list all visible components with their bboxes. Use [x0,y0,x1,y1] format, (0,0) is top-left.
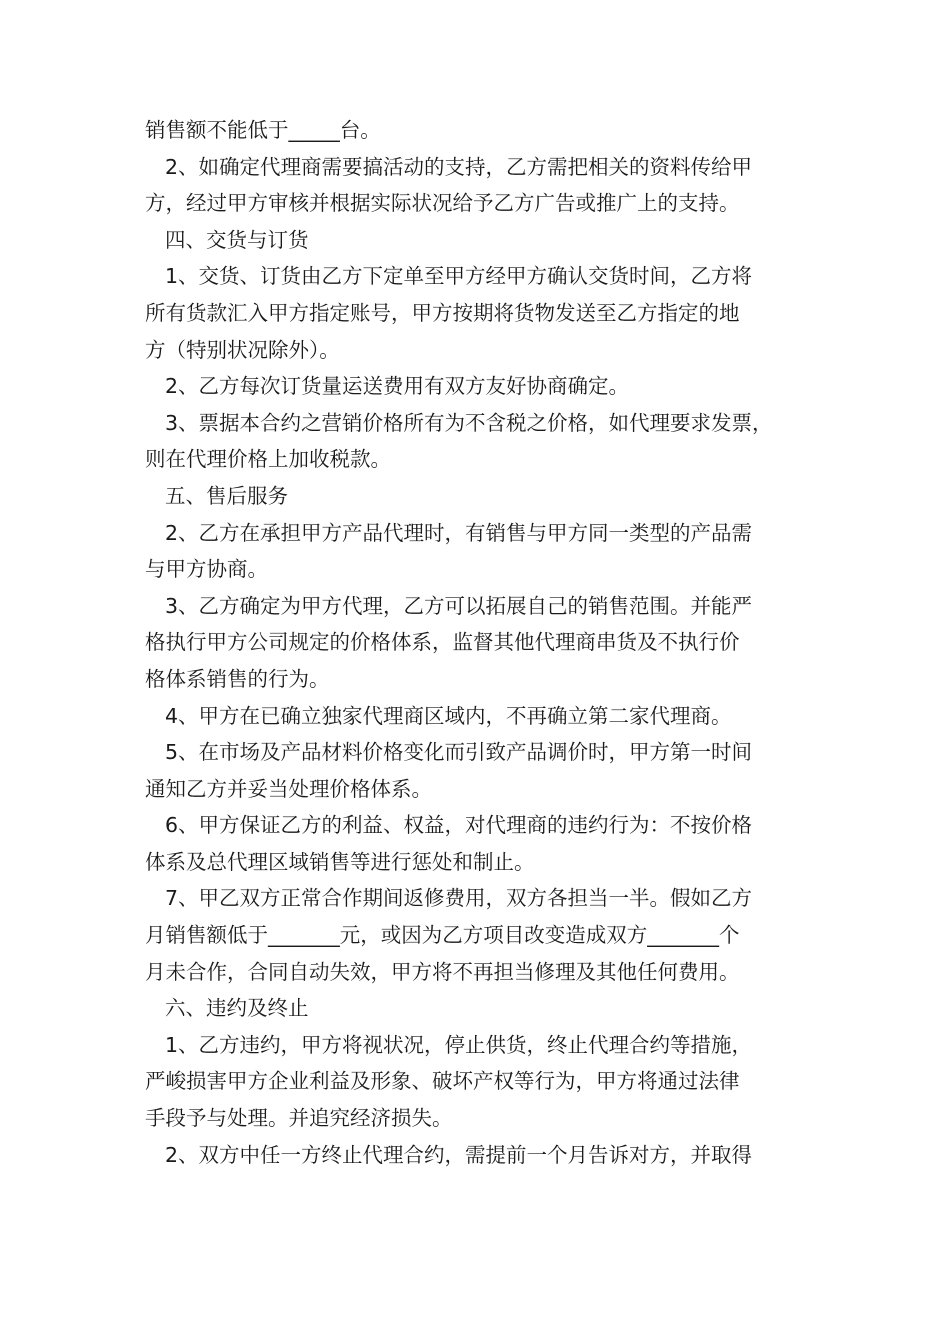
text-line: 2、如确定代理商需要搞活动的支持，乙方需把相关的资料传给甲 [165,154,753,179]
document-body [145,112,810,1173]
text-line: 所有货款汇入甲方指定账号，甲方按期将货物发送至乙方指定的地 [145,300,740,325]
text-line: 月销售额低于_______元，或因为乙方项目改变造成双方_______个 [145,923,740,948]
text-line: 2、乙方每次订货量运送费用有双方友好协商确定。 [165,374,630,399]
text-line: 六、违约及终止 [165,996,309,1021]
text-line: 销售额不能低于_____台。 [145,118,381,142]
text-line: 4、甲方在已确立独家代理商区域内，不再确立第二家代理商。 [165,703,732,728]
text-line: 格执行甲方公司规定的价格体系，监督其他代理商串货及不执行价 [145,630,740,655]
text-line: 通知乙方并妥当处理价格体系。 [145,776,432,801]
text-line: 方，经过甲方审核并根据实际状况给予乙方广告或推广上的支持。 [145,191,740,216]
text-line: 1、交货、订货由乙方下定单至甲方经甲方确认交货时间，乙方将 [165,264,753,289]
text-line: 手段予与处理。并追究经济损失。 [145,1106,453,1131]
text-line: 5、在市场及产品材料价格变化而引致产品调价时，甲方第一时间 [165,740,753,765]
text-line: 1、乙方违约，甲方将视状况，停止供货，终止代理合约等措施， [165,1032,753,1057]
text-line: 则在代理价格上加收税款。 [145,447,391,472]
text-line: 3、票据本合约之营销价格所有为不含税之价格，如代理要求发票， [165,410,773,435]
text-line: 2、乙方在承担甲方产品代理时，有销售与甲方同一类型的产品需 [165,520,753,545]
text-line: 体系及总代理区域销售等进行惩处和制止。 [145,849,535,874]
text-line: 严峻损害甲方企业利益及形象、破坏产权等行为，甲方将通过法律 [145,1069,740,1094]
text-line: 方（特别状况除外）。 [145,337,340,362]
text-line: 五、售后服务 [165,483,288,508]
text-line: 与甲方协商。 [145,557,268,582]
text-line: 7、甲乙双方正常合作期间返修费用，双方各担当一半。假如乙方 [165,886,753,911]
text-line: 6、甲方保证乙方的利益、权益，对代理商的违约行为：不按价格 [165,813,753,838]
text-line: 月未合作，合同自动失效，甲方将不再担当修理及其他任何费用。 [145,959,740,984]
text-line: 3、乙方确定为甲方代理，乙方可以拓展自己的销售范围。并能严 [165,593,753,618]
text-line: 格体系销售的行为。 [145,666,330,691]
text-line: 2、双方中任一方终止代理合约，需提前一个月告诉对方，并取得 [165,1142,753,1167]
text-line: 四、交货与订货 [165,227,309,252]
